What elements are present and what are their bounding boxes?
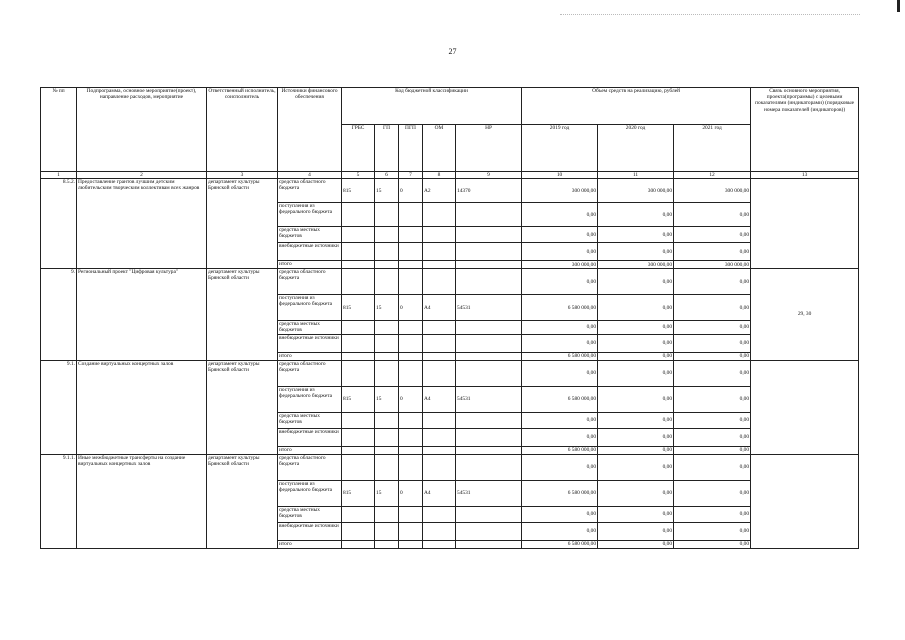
- column-number: 5: [342, 172, 375, 179]
- amount: 0,00: [522, 321, 598, 334]
- budget-code: [423, 522, 456, 540]
- item-number: 9.1.: [41, 360, 77, 454]
- amount: 0,00: [598, 480, 674, 506]
- header-year: 2019 год: [522, 125, 598, 172]
- item-name: Региональный проект "Цифровая культура": [77, 269, 207, 360]
- budget-code: [342, 334, 375, 352]
- amount: 0,00: [522, 360, 598, 386]
- column-number: 7: [399, 172, 423, 179]
- budget-code: 0: [399, 386, 423, 412]
- budget-code: [342, 446, 375, 454]
- header-responsible: Ответственный исполнитель, соисполнитель: [207, 88, 278, 172]
- budget-code: [399, 446, 423, 454]
- amount: 300 000,00: [522, 261, 598, 269]
- amount: 0,00: [598, 295, 674, 321]
- scan-edge-mark: [897, 0, 900, 12]
- budget-code: [456, 352, 522, 360]
- amount: 0,00: [598, 412, 674, 428]
- budget-code: 815: [342, 480, 375, 506]
- budget-code: [399, 540, 423, 548]
- budget-code: 54531: [456, 295, 522, 321]
- header-link: Связь основного мероприятия, проекта(программы) с целевыми показателями (индикаторами) (порядковые номера показателей (индикаторов)): [751, 88, 859, 172]
- column-number: 11: [598, 172, 674, 179]
- amount: 0,00: [674, 428, 751, 446]
- item-name: Предоставление грантов лучшим детским любительским творческим коллективам всех жанров: [77, 179, 207, 269]
- budget-code: [423, 540, 456, 548]
- funding-source: средства местных бюджетов: [278, 321, 342, 334]
- budget-code: [399, 227, 423, 243]
- budget-code: [342, 352, 375, 360]
- funding-source: итого: [278, 540, 342, 548]
- header-subprogram: Подпрограмма, основное мероприятие(проект), направление расходов, мероприятие: [77, 88, 207, 172]
- amount: 300 000,00: [522, 179, 598, 203]
- budget-code: [423, 412, 456, 428]
- item-number: 9.1.1.: [41, 454, 77, 548]
- item-name: Иные межбюджетные трансферты на создание виртуальных концертных залов: [77, 454, 207, 548]
- budget-code: А4: [423, 386, 456, 412]
- scan-noise: [560, 14, 860, 16]
- budget-code: [375, 506, 399, 522]
- amount: 0,00: [674, 412, 751, 428]
- budget-code: [399, 321, 423, 334]
- budget-code: [375, 428, 399, 446]
- budget-code: [399, 334, 423, 352]
- amount: 300 000,00: [598, 261, 674, 269]
- column-number: 1: [41, 172, 77, 179]
- funding-source: средства местных бюджетов: [278, 412, 342, 428]
- budget-code: [456, 334, 522, 352]
- funding-source: средства местных бюджетов: [278, 227, 342, 243]
- amount: 0,00: [674, 243, 751, 261]
- amount: 0,00: [674, 227, 751, 243]
- budget-code: [375, 454, 399, 480]
- budget-code: [456, 428, 522, 446]
- header-budget-code: Код бюджетной классификации: [342, 88, 522, 125]
- budget-code: [375, 334, 399, 352]
- funding-source: итого: [278, 446, 342, 454]
- amount: 0,00: [598, 227, 674, 243]
- budget-code: [399, 243, 423, 261]
- budget-code: [456, 243, 522, 261]
- budget-code: [399, 506, 423, 522]
- budget-code: [423, 334, 456, 352]
- funding-source: внебюджетные источники: [278, 522, 342, 540]
- amount: 0,00: [522, 454, 598, 480]
- amount: 0,00: [674, 386, 751, 412]
- budget-code: [342, 360, 375, 386]
- amount: 0,00: [598, 334, 674, 352]
- amount: 6 580 000,00: [522, 480, 598, 506]
- indicator-link: 29, 30: [751, 269, 859, 360]
- amount: 0,00: [598, 506, 674, 522]
- page-number: 27: [448, 47, 457, 56]
- amount: 0,00: [674, 321, 751, 334]
- budget-code: [375, 412, 399, 428]
- budget-code: 15: [375, 179, 399, 203]
- amount: 6 580 000,00: [522, 446, 598, 454]
- indicator-link: [751, 179, 859, 269]
- budget-code: 0: [399, 480, 423, 506]
- amount: 0,00: [674, 203, 751, 227]
- amount: 0,00: [522, 334, 598, 352]
- budget-code: [423, 227, 456, 243]
- budget-code: 14370: [456, 179, 522, 203]
- budget-code: 815: [342, 386, 375, 412]
- budget-code: А2: [423, 179, 456, 203]
- funding-source: поступления из федерального бюджета: [278, 203, 342, 227]
- amount: 300 000,00: [598, 179, 674, 203]
- amount: 0,00: [674, 540, 751, 548]
- budget-code: [342, 428, 375, 446]
- amount: 0,00: [674, 506, 751, 522]
- budget-code: [423, 506, 456, 522]
- funding-source: внебюджетные источники: [278, 243, 342, 261]
- amount: 0,00: [522, 269, 598, 295]
- table-header-row: [41, 88, 859, 125]
- budget-code: [456, 261, 522, 269]
- budget-code: [456, 454, 522, 480]
- budget-code: [342, 506, 375, 522]
- column-number: 9: [456, 172, 522, 179]
- column-number: 4: [278, 172, 342, 179]
- budget-code: [456, 540, 522, 548]
- amount: 0,00: [674, 269, 751, 295]
- budget-code: [342, 522, 375, 540]
- amount: 300 000,00: [674, 261, 751, 269]
- budget-code: [375, 269, 399, 295]
- budget-code: [423, 446, 456, 454]
- amount: 0,00: [522, 412, 598, 428]
- column-number: 2: [77, 172, 207, 179]
- item-responsible: департамент культуры Брянской области: [207, 454, 278, 548]
- budget-code: [399, 261, 423, 269]
- budget-code: [342, 412, 375, 428]
- budget-code: [375, 243, 399, 261]
- amount: 0,00: [598, 522, 674, 540]
- column-number: 12: [674, 172, 751, 179]
- table-body: [41, 179, 859, 548]
- budget-code: [423, 428, 456, 446]
- amount: 0,00: [522, 203, 598, 227]
- budget-code: [342, 261, 375, 269]
- item-responsible: департамент культуры Брянской области: [207, 269, 278, 360]
- amount: 6 580 000,00: [522, 352, 598, 360]
- budget-code: [375, 321, 399, 334]
- amount: 0,00: [598, 454, 674, 480]
- budget-code: [423, 243, 456, 261]
- budget-code: [399, 412, 423, 428]
- amount: 0,00: [522, 243, 598, 261]
- header-code: ОМ: [423, 125, 456, 172]
- amount: 0,00: [598, 269, 674, 295]
- column-number: 3: [207, 172, 278, 179]
- funding-source: поступления из федерального бюджета: [278, 386, 342, 412]
- header-code: ПГП: [399, 125, 423, 172]
- budget-code: [342, 269, 375, 295]
- amount: 0,00: [522, 522, 598, 540]
- budget-code: [375, 446, 399, 454]
- funding-source: итого: [278, 261, 342, 269]
- amount: 0,00: [674, 360, 751, 386]
- budget-code: [375, 203, 399, 227]
- amount: 0,00: [598, 540, 674, 548]
- amount: 0,00: [674, 295, 751, 321]
- budget-code: [375, 540, 399, 548]
- budget-code: 0: [399, 295, 423, 321]
- item-number: 9.: [41, 269, 77, 360]
- amount: 0,00: [598, 203, 674, 227]
- amount: 0,00: [598, 243, 674, 261]
- amount: 0,00: [598, 446, 674, 454]
- budget-code: А4: [423, 480, 456, 506]
- amount: 0,00: [598, 386, 674, 412]
- budget-table: [40, 87, 859, 549]
- item-responsible: департамент культуры Брянской области: [207, 179, 278, 269]
- amount: 0,00: [598, 352, 674, 360]
- funding-source: средства областного бюджета: [278, 179, 342, 203]
- amount: 300 000,00: [674, 179, 751, 203]
- indicator-link: [751, 360, 859, 454]
- amount: 0,00: [598, 428, 674, 446]
- column-number: 6: [375, 172, 399, 179]
- amount: 6 580 000,00: [522, 540, 598, 548]
- amount: 0,00: [522, 506, 598, 522]
- budget-code: [375, 352, 399, 360]
- amount: 6 580 000,00: [522, 386, 598, 412]
- header-year: 2020 год: [598, 125, 674, 172]
- table-row: [41, 179, 859, 203]
- header-num: № пп: [41, 88, 77, 172]
- budget-code: [342, 243, 375, 261]
- amount: 0,00: [598, 321, 674, 334]
- funding-source: средства областного бюджета: [278, 269, 342, 295]
- budget-code: [342, 540, 375, 548]
- budget-code: 54531: [456, 480, 522, 506]
- budget-code: [423, 269, 456, 295]
- funding-source: средства областного бюджета: [278, 360, 342, 386]
- budget-code: [423, 352, 456, 360]
- table-row: [41, 454, 859, 480]
- item-name: Создание виртуальных концертных залов: [77, 360, 207, 454]
- amount: 6 580 000,00: [522, 295, 598, 321]
- budget-code: 15: [375, 480, 399, 506]
- budget-code: [342, 203, 375, 227]
- budget-code: [375, 522, 399, 540]
- budget-code: 815: [342, 179, 375, 203]
- amount: 0,00: [598, 360, 674, 386]
- budget-code: [342, 227, 375, 243]
- amount: 0,00: [674, 334, 751, 352]
- budget-code: [456, 506, 522, 522]
- budget-code: 815: [342, 295, 375, 321]
- funding-source: средства областного бюджета: [278, 454, 342, 480]
- budget-code: [399, 428, 423, 446]
- budget-code: [456, 412, 522, 428]
- budget-code: [456, 227, 522, 243]
- amount: 0,00: [674, 480, 751, 506]
- amount: 0,00: [674, 446, 751, 454]
- budget-code: 15: [375, 295, 399, 321]
- funding-source: внебюджетные источники: [278, 428, 342, 446]
- header-volume: Объем средств на реализацию, рублей: [522, 88, 751, 125]
- column-number: 13: [751, 172, 859, 179]
- item-number: 8.5.2.: [41, 179, 77, 269]
- amount: 0,00: [674, 522, 751, 540]
- header-year: 2021 год: [674, 125, 751, 172]
- budget-code: [399, 454, 423, 480]
- budget-code: [399, 269, 423, 295]
- budget-code: [456, 203, 522, 227]
- column-number: 10: [522, 172, 598, 179]
- indicator-link: [751, 454, 859, 548]
- budget-code: [456, 321, 522, 334]
- header-sources: Источники финансового обеспечения: [278, 88, 342, 172]
- funding-source: средства местных бюджетов: [278, 506, 342, 522]
- budget-code: [456, 522, 522, 540]
- item-responsible: департамент культуры Брянской области: [207, 360, 278, 454]
- budget-code: [342, 454, 375, 480]
- column-number-row: [41, 172, 859, 179]
- funding-source: поступления из федерального бюджета: [278, 480, 342, 506]
- budget-code: [342, 321, 375, 334]
- budget-code: [423, 321, 456, 334]
- budget-code: [399, 522, 423, 540]
- budget-code: [375, 360, 399, 386]
- budget-code: [399, 203, 423, 227]
- budget-code: [456, 360, 522, 386]
- funding-source: поступления из федерального бюджета: [278, 295, 342, 321]
- budget-code: [456, 446, 522, 454]
- amount: 0,00: [674, 352, 751, 360]
- budget-code: [456, 269, 522, 295]
- budget-code: [375, 227, 399, 243]
- amount: 0,00: [522, 428, 598, 446]
- budget-code: [375, 261, 399, 269]
- table-row: [41, 269, 859, 295]
- funding-source: итого: [278, 352, 342, 360]
- budget-code: [399, 360, 423, 386]
- budget-code: [399, 352, 423, 360]
- budget-code: А4: [423, 295, 456, 321]
- budget-code: [423, 203, 456, 227]
- amount: 0,00: [522, 227, 598, 243]
- header-code: ГРБС: [342, 125, 375, 172]
- column-number: 8: [423, 172, 456, 179]
- amount: 0,00: [674, 454, 751, 480]
- header-code: НР: [456, 125, 522, 172]
- budget-code: [423, 454, 456, 480]
- funding-source: внебюджетные источники: [278, 334, 342, 352]
- table-row: [41, 360, 859, 386]
- header-code: ГП: [375, 125, 399, 172]
- budget-code: [423, 261, 456, 269]
- budget-code: 15: [375, 386, 399, 412]
- budget-code: 54531: [456, 386, 522, 412]
- budget-code: [423, 360, 456, 386]
- budget-code: 0: [399, 179, 423, 203]
